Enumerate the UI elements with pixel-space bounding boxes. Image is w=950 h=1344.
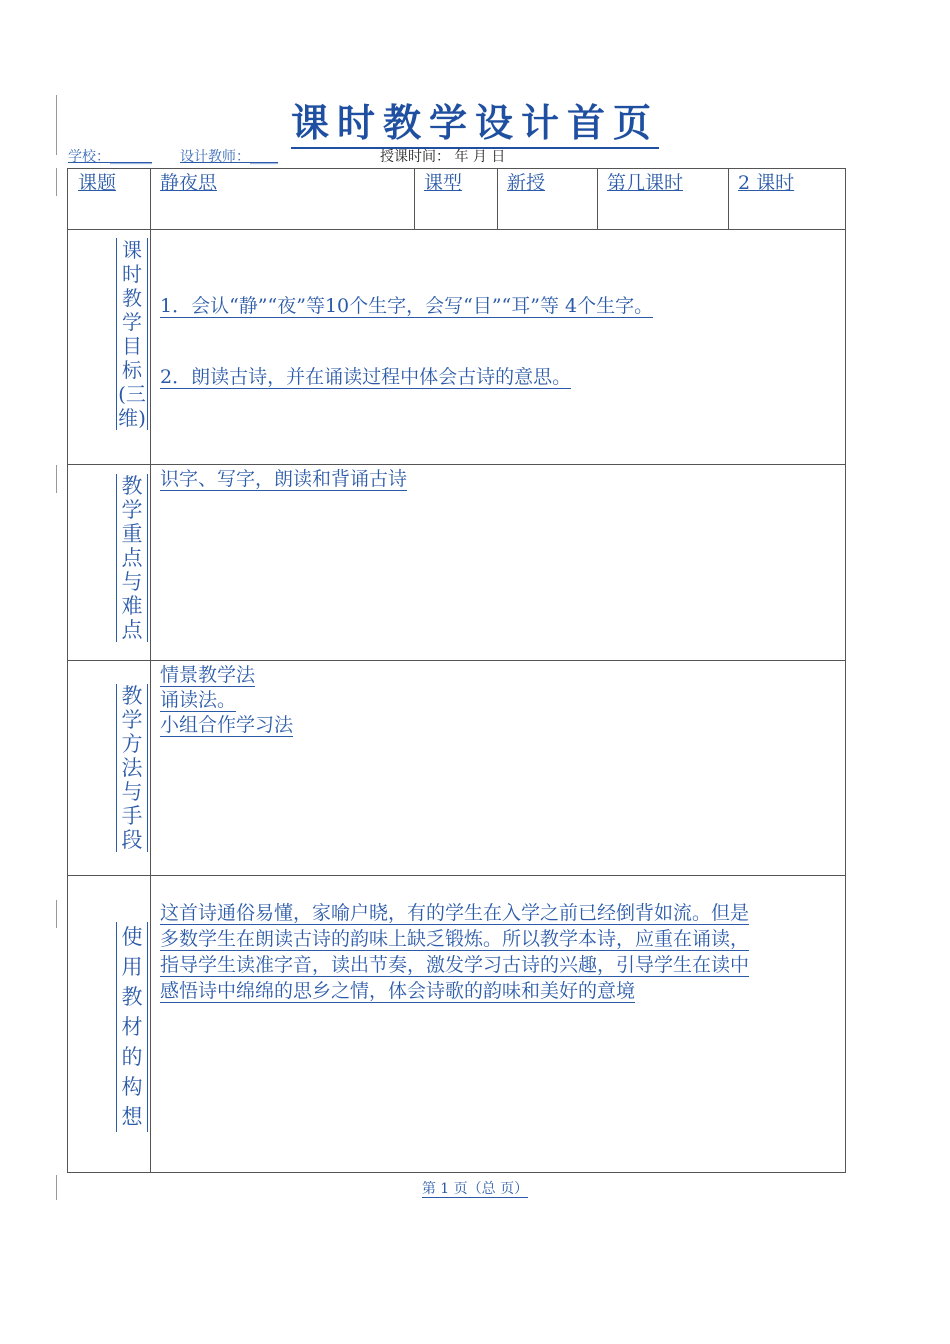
concept-label: 使用教材的构想 [116,922,148,1132]
school-field: 学校：______ [68,149,152,165]
margin-mark [56,900,57,928]
margin-mark [56,95,57,155]
margin-mark [56,465,57,493]
lesson-type-label: 课型 [424,172,463,194]
topic-value: 静夜思 [160,172,218,194]
methods-label: 教学方法与手段 [116,684,148,852]
period-value: 2 课时 [738,172,795,194]
lesson-type-value: 新授 [507,172,546,194]
page-title: 课时教学设计首页 [0,92,950,147]
concept-line: 多数学生在朗读古诗的韵味上缺乏锻炼。所以教学本诗，应重在诵读， [160,928,750,950]
method-item: 诵读法。 [160,689,237,711]
keypoints-text: 识字、写字，朗读和背诵古诗 [160,468,408,490]
keypoints-label: 教学重点与难点 [116,474,148,642]
designer-field: 设计教师：____ [180,149,278,165]
topic-label: 课题 [78,172,117,194]
method-item: 情景教学法 [160,664,256,686]
lesson-time-field: 授课时间： 年 月 日 [380,149,506,165]
concept-line: 感悟诗中绵绵的思乡之情，体会诗歌的韵味和美好的意境 [160,980,636,1002]
objective-line-1: 1．会认“静”“夜”等10个生字，会写“目”“耳”等 4个生字。 [160,295,654,317]
margin-mark [56,168,57,196]
concept-line: 这首诗通俗易懂，家喻户晓，有的学生在入学之前已经倒背如流。但是 [160,902,750,924]
period-label: 第几课时 [607,172,684,194]
method-item: 小组合作学习法 [160,714,294,736]
page-number: 第 1 页（总 页） [421,1181,529,1197]
objectives-label: 课时教学目标(三维) [116,238,148,430]
objective-line-2: 2．朗读古诗，并在诵读过程中体会古诗的意思。 [160,366,572,388]
concept-line: 指导学生读准字音，读出节奏，激发学习古诗的兴趣，引导学生在读中 [160,954,750,976]
